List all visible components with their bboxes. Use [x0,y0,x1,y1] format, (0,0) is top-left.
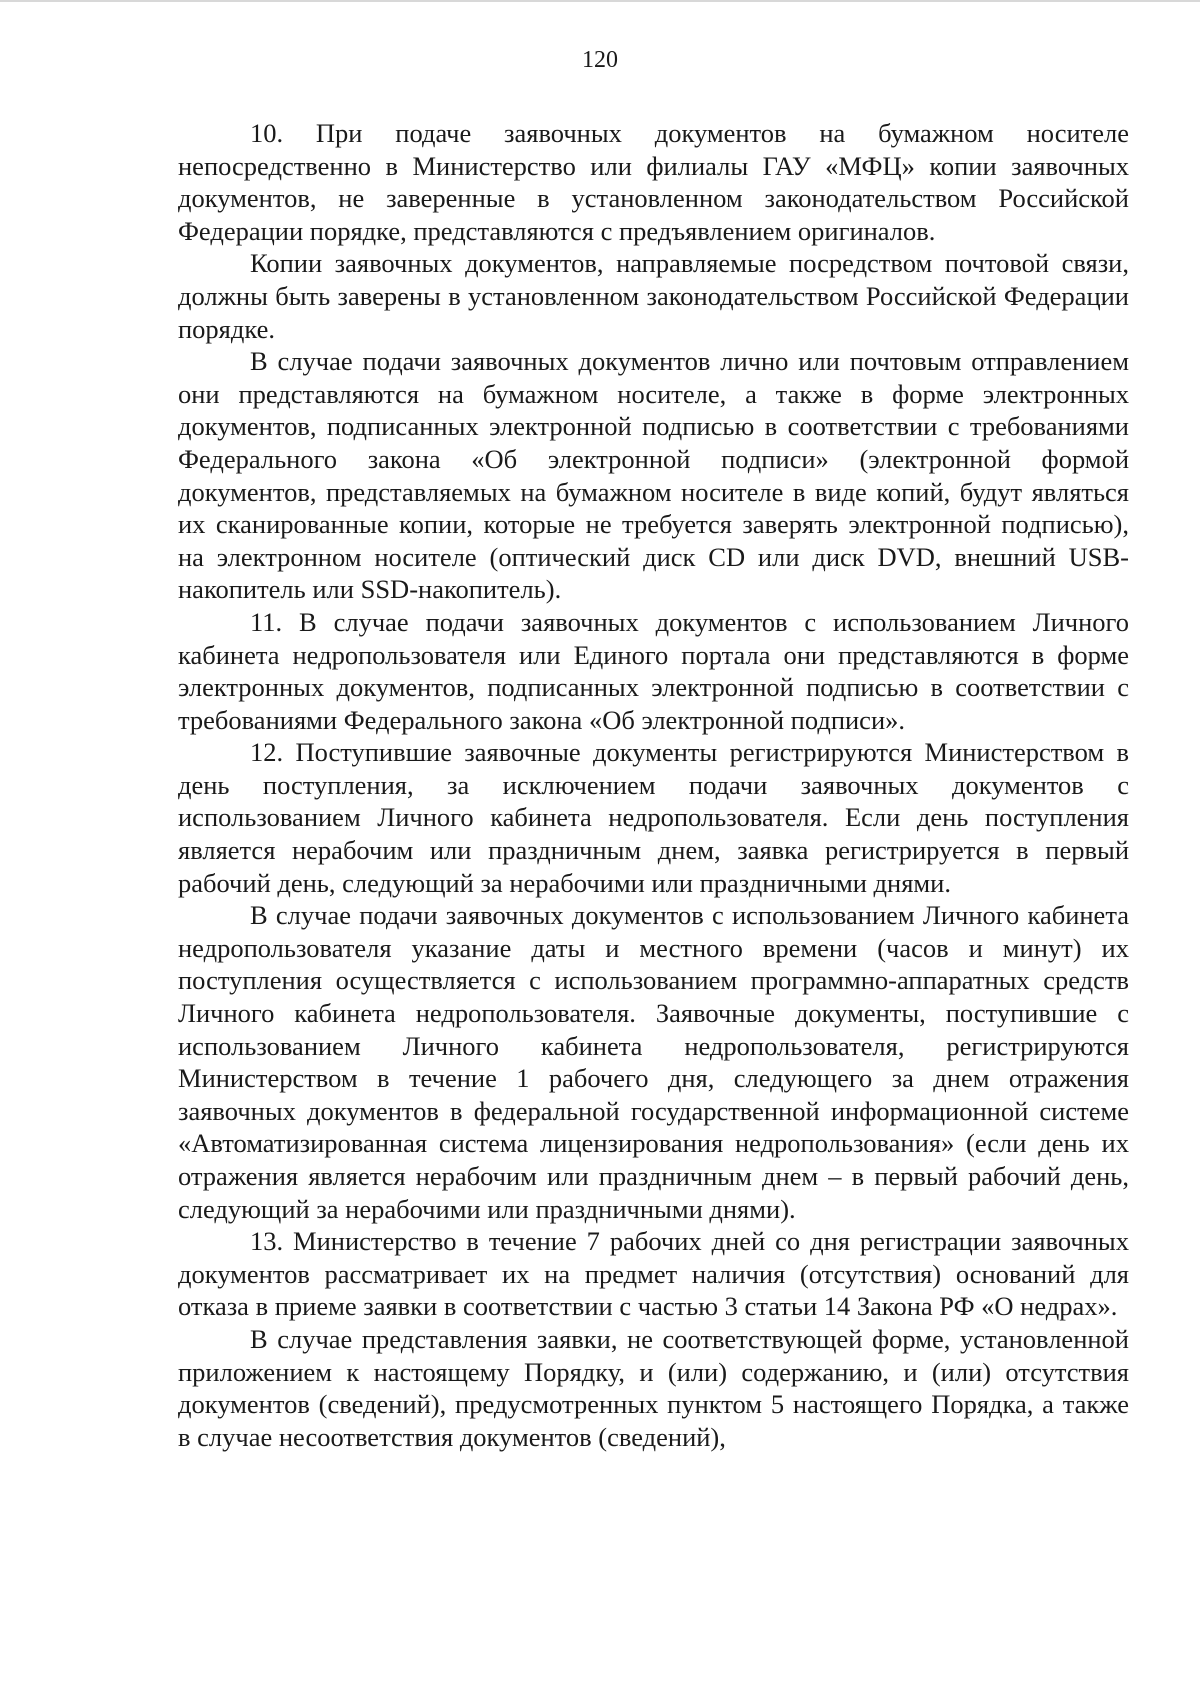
paragraph-copies-by-mail: Копии заявочных документов, направляемые посредством почтовой связи, должны быть заверены в установленном законодательством Российской Федерации порядке. [178,248,1129,344]
paragraph-10: 10. При подаче заявочных документов на бумажном носителе непосредственно в Министерство или филиалы ГАУ «МФЦ» копии заявочных документов, не заверенные в установленном законодательством Российской Федерации порядке, представляются с предъявлением оригиналов. [178,118,1129,246]
paragraph-12: 12. Поступившие заявочные документы регистрируются Министерством в день поступления, за исключением подачи заявочных документов с использованием Личного кабинета недропользователя. Если день поступления является нерабочим или праздничным днем, заявка регистрируется в первый рабочий день, следующий за нерабочими или праздничными днями. [178,737,1129,898]
paragraph-11: 11. В случае подачи заявочных документов с использованием Личного кабинета недропользователя или Единого портала они представляются в форме электронных документов, подписанных электронной подписью в соответствии с требованиями Федерального закона «Об электронной подписи». [178,606,1129,735]
page-number: 120 [582,47,618,73]
paragraph-13: 13. Министерство в течение 7 рабочих дней со дня регистрации заявочных документов рассматривает их на предмет наличия (отсутствия) оснований для отказа в приеме заявки в соответствии с частью 3 статьи 14 Закона РФ «О недрах». [178,1226,1129,1322]
paragraph-personal-cabinet-registration: В случае подачи заявочных документов с использованием Личного кабинета недропользователя указание даты и местного времени (часов и минут) их поступления осуществляется с использованием программно-аппаратных средств Личного кабинета недропользователя. Заявочные документы, поступившие с использованием Личного кабинета недропользователя, регистрируются Министерством в течение 1 рабочего дня, следующего за днем отражения заявочных документов в федеральной государственной информационной системе «Автоматизированная система лицензирования недропользования» (если день их отражения является нерабочим или праздничным днем – в первый рабочий день, следующий за нерабочими или праздничными днями). [178,900,1129,1224]
paragraph-personal-or-mail-submission: В случае подачи заявочных документов лично или почтовым отправлением они представляются на бумажном носителе, а также в форме электронных документов, подписанных электронной подписью в соответствии с требованиями Федерального закона «Об электронной подписи» (электронной формой документов, представляемых на бумажном носителе в виде копий, будут являться их сканированные копии, которые не требуется заверять электронной подписью), на электронном носителе (оптический диск CD или диск DVD, внешний USB-накопитель или SSD-накопитель). [178,346,1129,605]
paragraph-nonconforming-application: В случае представления заявки, не соответствующей форме, установленной приложением к настоящему Порядку, и (или) содержанию, и (или) отсутствия документов (сведений), предусмотренных пунктом 5 настоящего Порядка, а также в случае несоответствия документов (сведений), [178,1323,1129,1452]
document-body [178,117,1129,1453]
scan-edge [0,0,1200,2]
